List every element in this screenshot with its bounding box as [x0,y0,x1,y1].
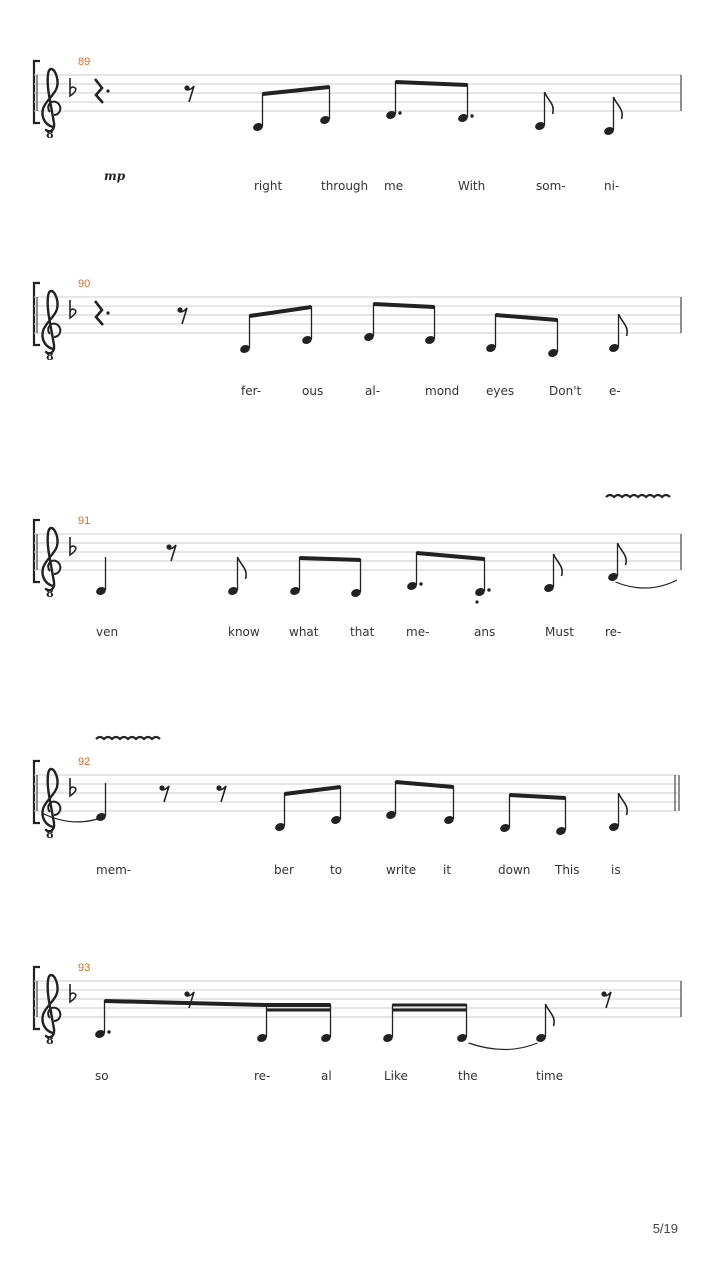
lyric-syllable: e- [609,384,621,398]
lyric-syllable: Don't [549,384,582,398]
lyric-syllable: ber [274,863,294,877]
octave-eight-mark: 8 [46,828,54,841]
lyric-syllable: Like [384,1069,408,1083]
lyric-syllable: With [458,179,486,193]
measure-number: 89 [78,56,91,68]
lyric-syllable: Must [545,625,574,639]
augmentation-dot [487,588,490,591]
lyric-syllable: down [498,863,531,877]
octave-eight-mark: 8 [46,350,54,363]
lyric-syllable: through [321,179,369,193]
lyric-syllable: mond [425,384,460,398]
lyric-syllable: what [289,625,319,639]
lyric-syllable: is [611,863,621,877]
lyric-syllable: al [321,1069,332,1083]
measure-number: 90 [78,278,91,290]
measure-number: 91 [78,515,91,527]
augmentation-dot [419,582,422,585]
lyric-syllable: right [254,179,283,193]
lyric-syllable: ni- [604,179,620,193]
lyric-syllable: fer- [241,384,262,398]
lyric-syllable: so [95,1069,109,1083]
vibrato-ornament-icon [96,737,160,739]
note-flag [554,554,563,576]
beam [396,782,454,787]
lyric-syllable: me- [406,625,430,639]
lyric-syllable: to [330,863,343,877]
beam [417,553,485,559]
octave-eight-mark: 8 [46,587,54,600]
beam [496,315,558,320]
octave-eight-mark: 8 [46,128,54,141]
note-flag [619,793,628,815]
dynamic-marking: mp [104,169,126,183]
lyric-syllable: som- [536,179,566,193]
augmentation-dot [107,1030,110,1033]
lyric-syllable: time [536,1069,564,1083]
dot-icon [106,89,109,92]
lyric-syllable: eyes [486,384,515,398]
treble-clef-icon [42,528,60,600]
lyric-syllable: write [386,863,417,877]
quarter-rest-icon [95,301,103,325]
beam [300,558,361,560]
measure-number: 93 [78,962,91,974]
dot-icon [106,311,109,314]
note-flag [238,557,247,579]
lyric-syllable: re- [254,1069,271,1083]
treble-clef-icon [42,291,60,363]
beam [105,1001,267,1005]
treble-clef-icon [42,69,60,141]
lyric-syllable: that [350,625,375,639]
lyric-syllable: This [555,863,580,877]
lyric-syllable: ans [474,625,496,639]
measure-number: 92 [78,756,91,768]
note-flag [614,97,623,119]
lyric-syllable: re- [605,625,622,639]
lyric-syllable: it [443,863,452,877]
lyric-syllable: ous [302,384,324,398]
tie [616,580,678,588]
augmentation-dot [470,114,473,117]
treble-clef-icon [42,975,60,1047]
lyric-syllable: mem- [96,863,132,877]
tie [42,813,98,822]
beam [510,795,566,798]
quarter-rest-icon [95,79,103,103]
lyric-syllable: me [384,179,404,193]
page-number: 5/19 [652,1221,678,1236]
note-flag [618,543,627,565]
beam [396,82,468,85]
octave-eight-mark: 8 [46,1034,54,1047]
staccato-dot [475,600,478,603]
lyric-syllable: know [228,625,260,639]
tie [469,1043,538,1050]
lyric-syllable: the [458,1069,478,1083]
vibrato-ornament-icon [606,495,670,497]
lyric-syllable: al- [365,384,381,398]
augmentation-dot [398,111,401,114]
treble-clef-icon [42,769,60,841]
note-flag [546,1004,555,1026]
beam [374,304,435,307]
lyric-syllable: ven [96,625,119,639]
